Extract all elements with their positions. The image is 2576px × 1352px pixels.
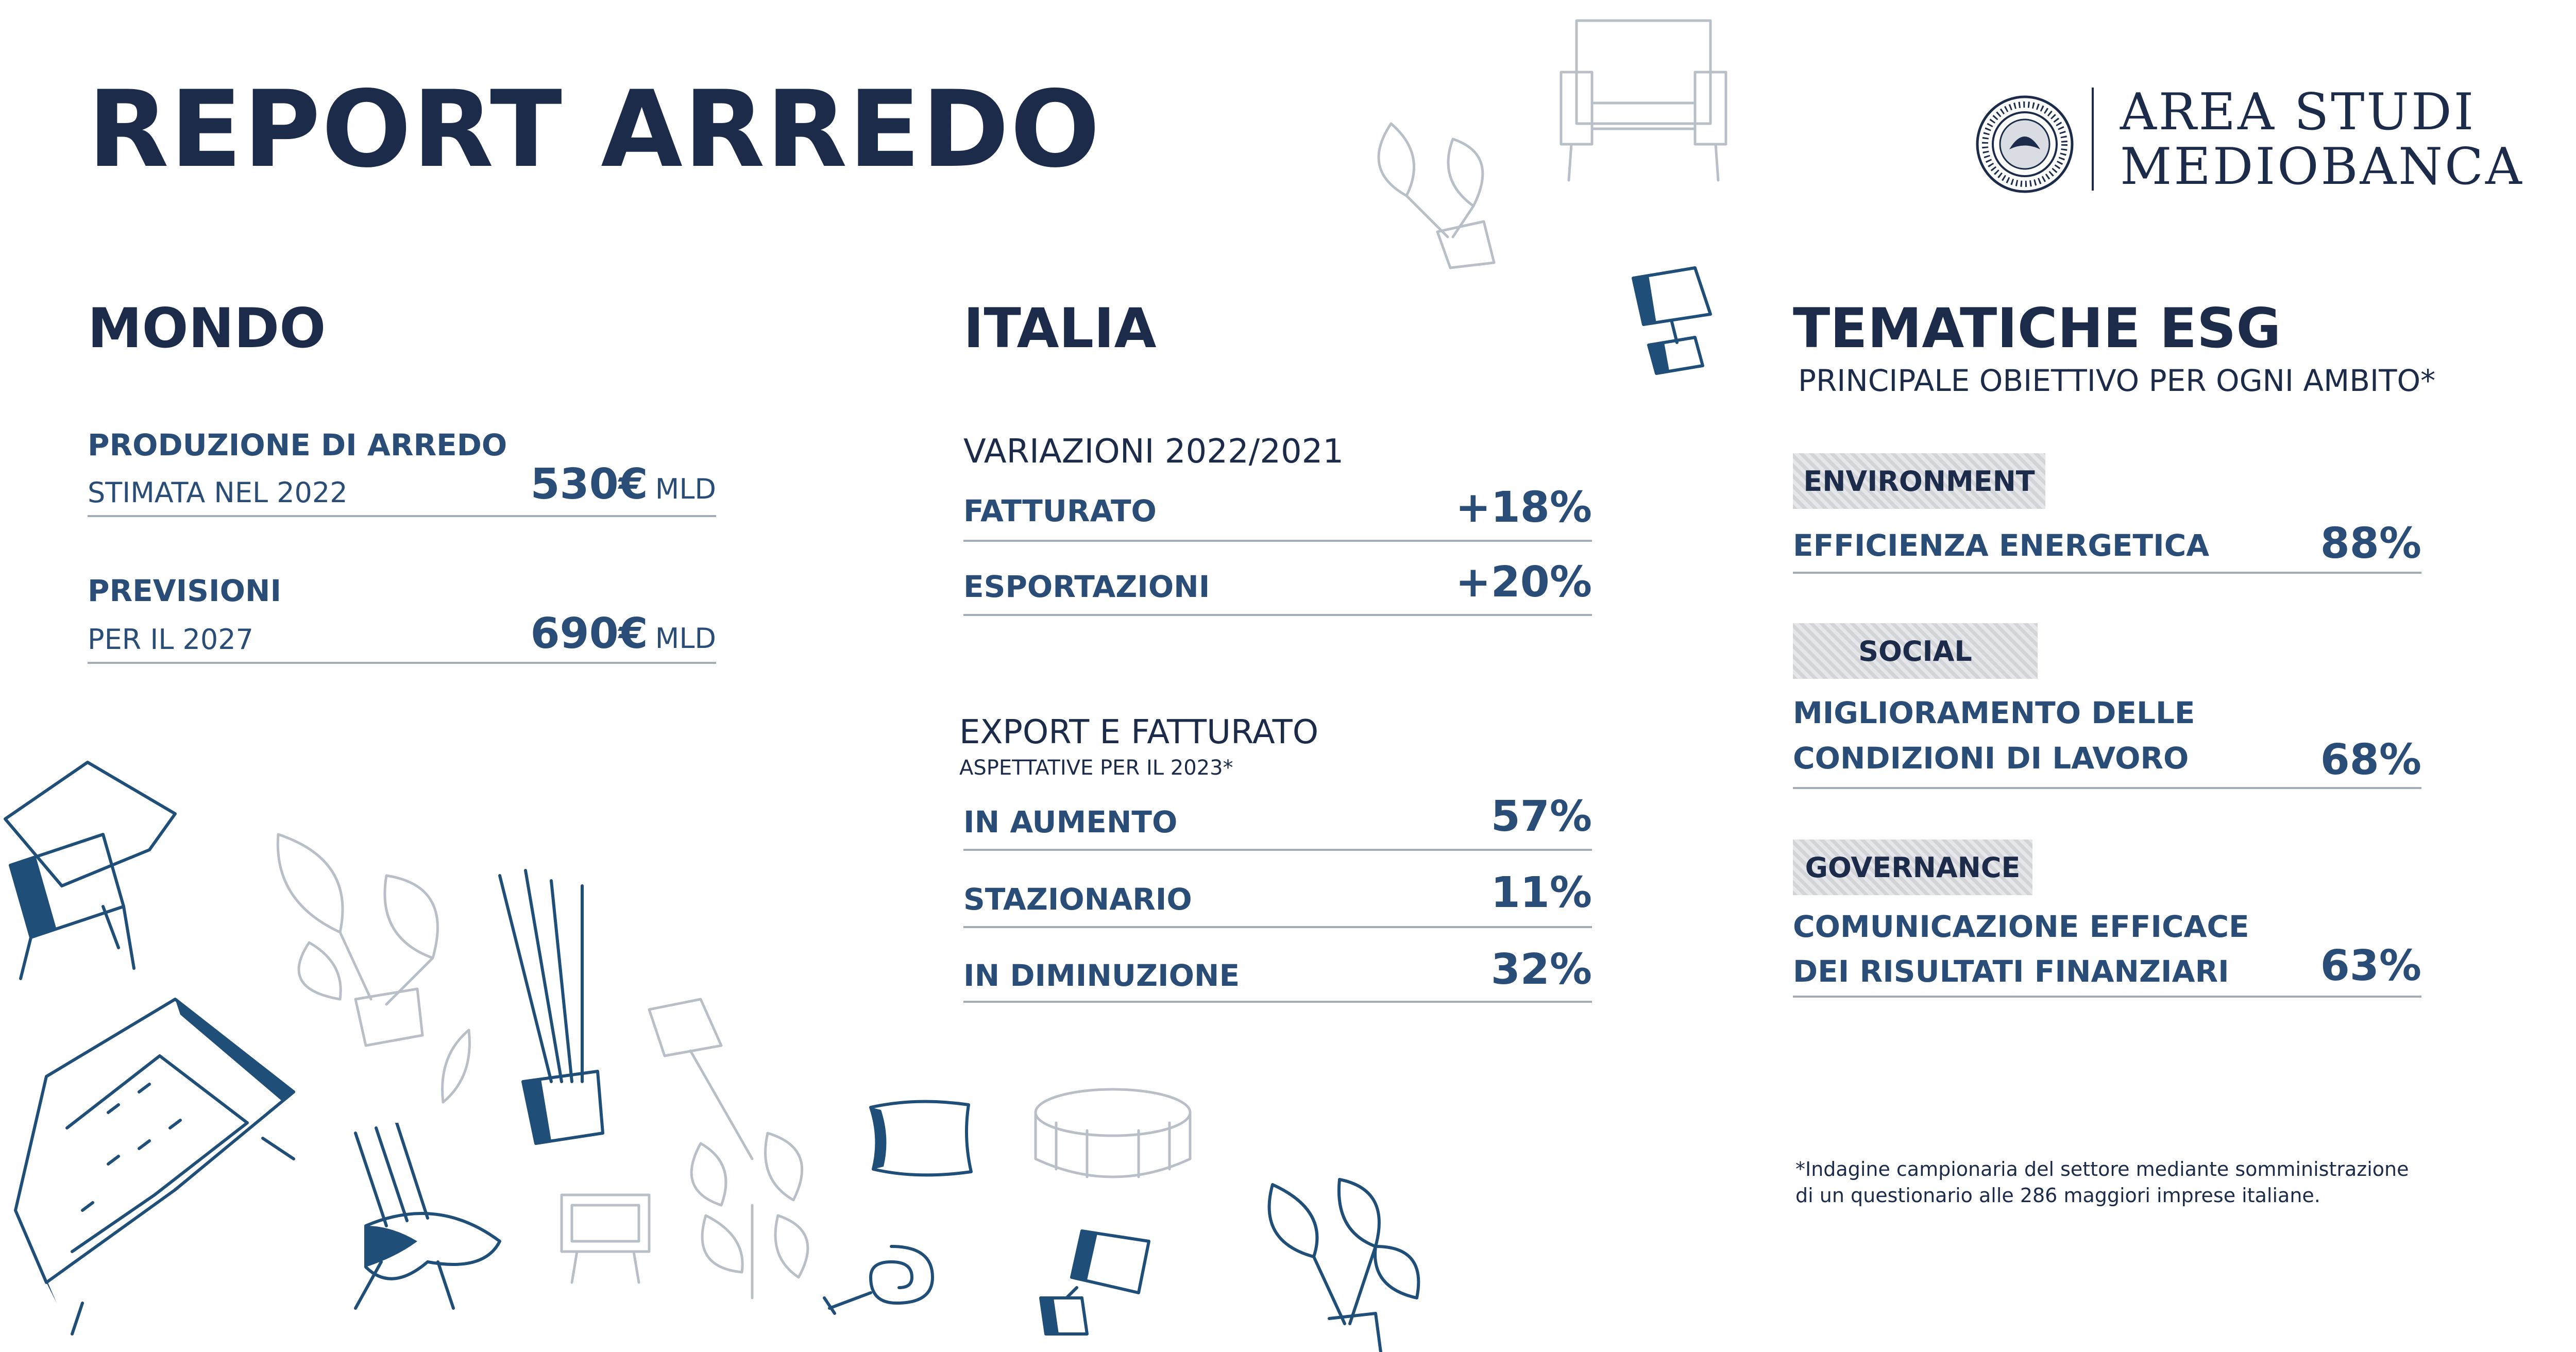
esg-subheading: PRINCIPALE OBIETTIVO PER OGNI AMBITO* <box>1798 363 2436 398</box>
table-lamp-icon <box>1030 1221 1164 1344</box>
logo-line-1: AREA STUDI <box>2120 83 2476 142</box>
italia-heading: ITALIA <box>963 297 1157 360</box>
esg-tag: SOCIAL <box>1793 623 2038 679</box>
variazione-label: ESPORTAZIONI <box>963 569 1210 604</box>
mondo-value: 690€ <box>530 609 648 658</box>
aspettativa-value: 32% <box>1490 945 1592 994</box>
mediobanca-logo <box>1973 83 2524 201</box>
mondo-item-sub: STIMATA NEL 2022 <box>88 476 348 509</box>
esg-value: 68% <box>2320 735 2421 784</box>
armchair-icon <box>1546 0 1741 185</box>
floor-lamp-icon <box>639 989 773 1174</box>
divider <box>963 926 1592 928</box>
mondo-item-label: PREVISIONI <box>88 573 282 608</box>
divider <box>1793 996 2421 998</box>
footnote <box>1795 1156 2409 1209</box>
mondo-item-value <box>520 609 716 658</box>
aspettativa-label: STAZIONARIO <box>963 882 1192 917</box>
aspettativa-value: 11% <box>1490 868 1592 917</box>
divider <box>963 614 1592 616</box>
export-title: EXPORT E FATTURATO <box>959 713 1319 751</box>
esg-goal-line: COMUNICAZIONE EFFICACE <box>1793 909 2249 944</box>
cushion-icon <box>860 1092 979 1185</box>
esg-goal-line: DEI RISULTATI FINANZIARI <box>1793 954 2229 989</box>
mondo-heading: MONDO <box>88 297 326 360</box>
variazione-label: FATTURATO <box>963 493 1157 528</box>
plant-icon <box>268 814 464 1051</box>
variazioni-title: VARIAZIONI 2022/2021 <box>963 433 1344 471</box>
esg-goal-line: MIGLIORAMENTO DELLE <box>1793 695 2195 730</box>
footnote-line: *Indagine campionaria del settore mediante somministrazione <box>1795 1158 2409 1180</box>
mondo-value: 530€ <box>530 460 648 509</box>
divider <box>88 515 716 517</box>
esg-goal-line: CONDIZIONI DI LAVORO <box>1793 741 2189 776</box>
page-title: REPORT ARREDO <box>88 69 1101 191</box>
variazione-value: +20% <box>1455 558 1592 607</box>
esg-heading: TEMATICHE ESG <box>1793 297 2281 360</box>
divider <box>88 662 716 664</box>
esg-value: 88% <box>2320 519 2421 568</box>
divider <box>1793 787 2421 789</box>
armchair-icon <box>0 752 185 989</box>
leaf-icon <box>433 1025 479 1107</box>
footnote-line: di un questionario alle 286 maggiori imprese italiane. <box>1795 1184 2320 1207</box>
shell-icon <box>814 1226 948 1319</box>
mondo-item-label: PRODUZIONE DI ARREDO <box>88 427 507 463</box>
esg-value: 63% <box>2320 942 2421 990</box>
aspettativa-label: IN AUMENTO <box>963 805 1178 840</box>
mondo-item-sub: PER IL 2027 <box>88 623 253 656</box>
variazione-value: +18% <box>1455 483 1592 532</box>
aspettativa-value: 57% <box>1490 792 1592 841</box>
divider <box>963 849 1592 851</box>
mondo-unit: MLD <box>655 622 716 655</box>
esg-tag: ENVIRONMENT <box>1793 453 2045 509</box>
mediobanca-seal-icon <box>1973 93 2076 196</box>
pouf-icon <box>1025 1082 1200 1195</box>
esg-tag: GOVERNANCE <box>1793 840 2032 895</box>
lamp-icon <box>1618 258 1731 381</box>
divider <box>1793 572 2421 574</box>
export-subtitle: ASPETTATIVE PER IL 2023* <box>959 756 1233 780</box>
plant-icon <box>1252 1169 1437 1352</box>
reed-diffuser-icon <box>479 865 613 1154</box>
esg-goal-line: EFFICIENZA ENERGETICA <box>1793 528 2210 563</box>
plant-icon <box>1350 108 1525 273</box>
aspettativa-label: IN DIMINUZIONE <box>963 958 1240 993</box>
mondo-item-value <box>520 460 716 509</box>
mondo-unit: MLD <box>655 473 716 505</box>
divider <box>963 1001 1592 1003</box>
logo-line-2: MEDIOBANCA <box>2120 137 2524 196</box>
side-table-icon <box>556 1190 654 1288</box>
divider <box>963 540 1592 542</box>
